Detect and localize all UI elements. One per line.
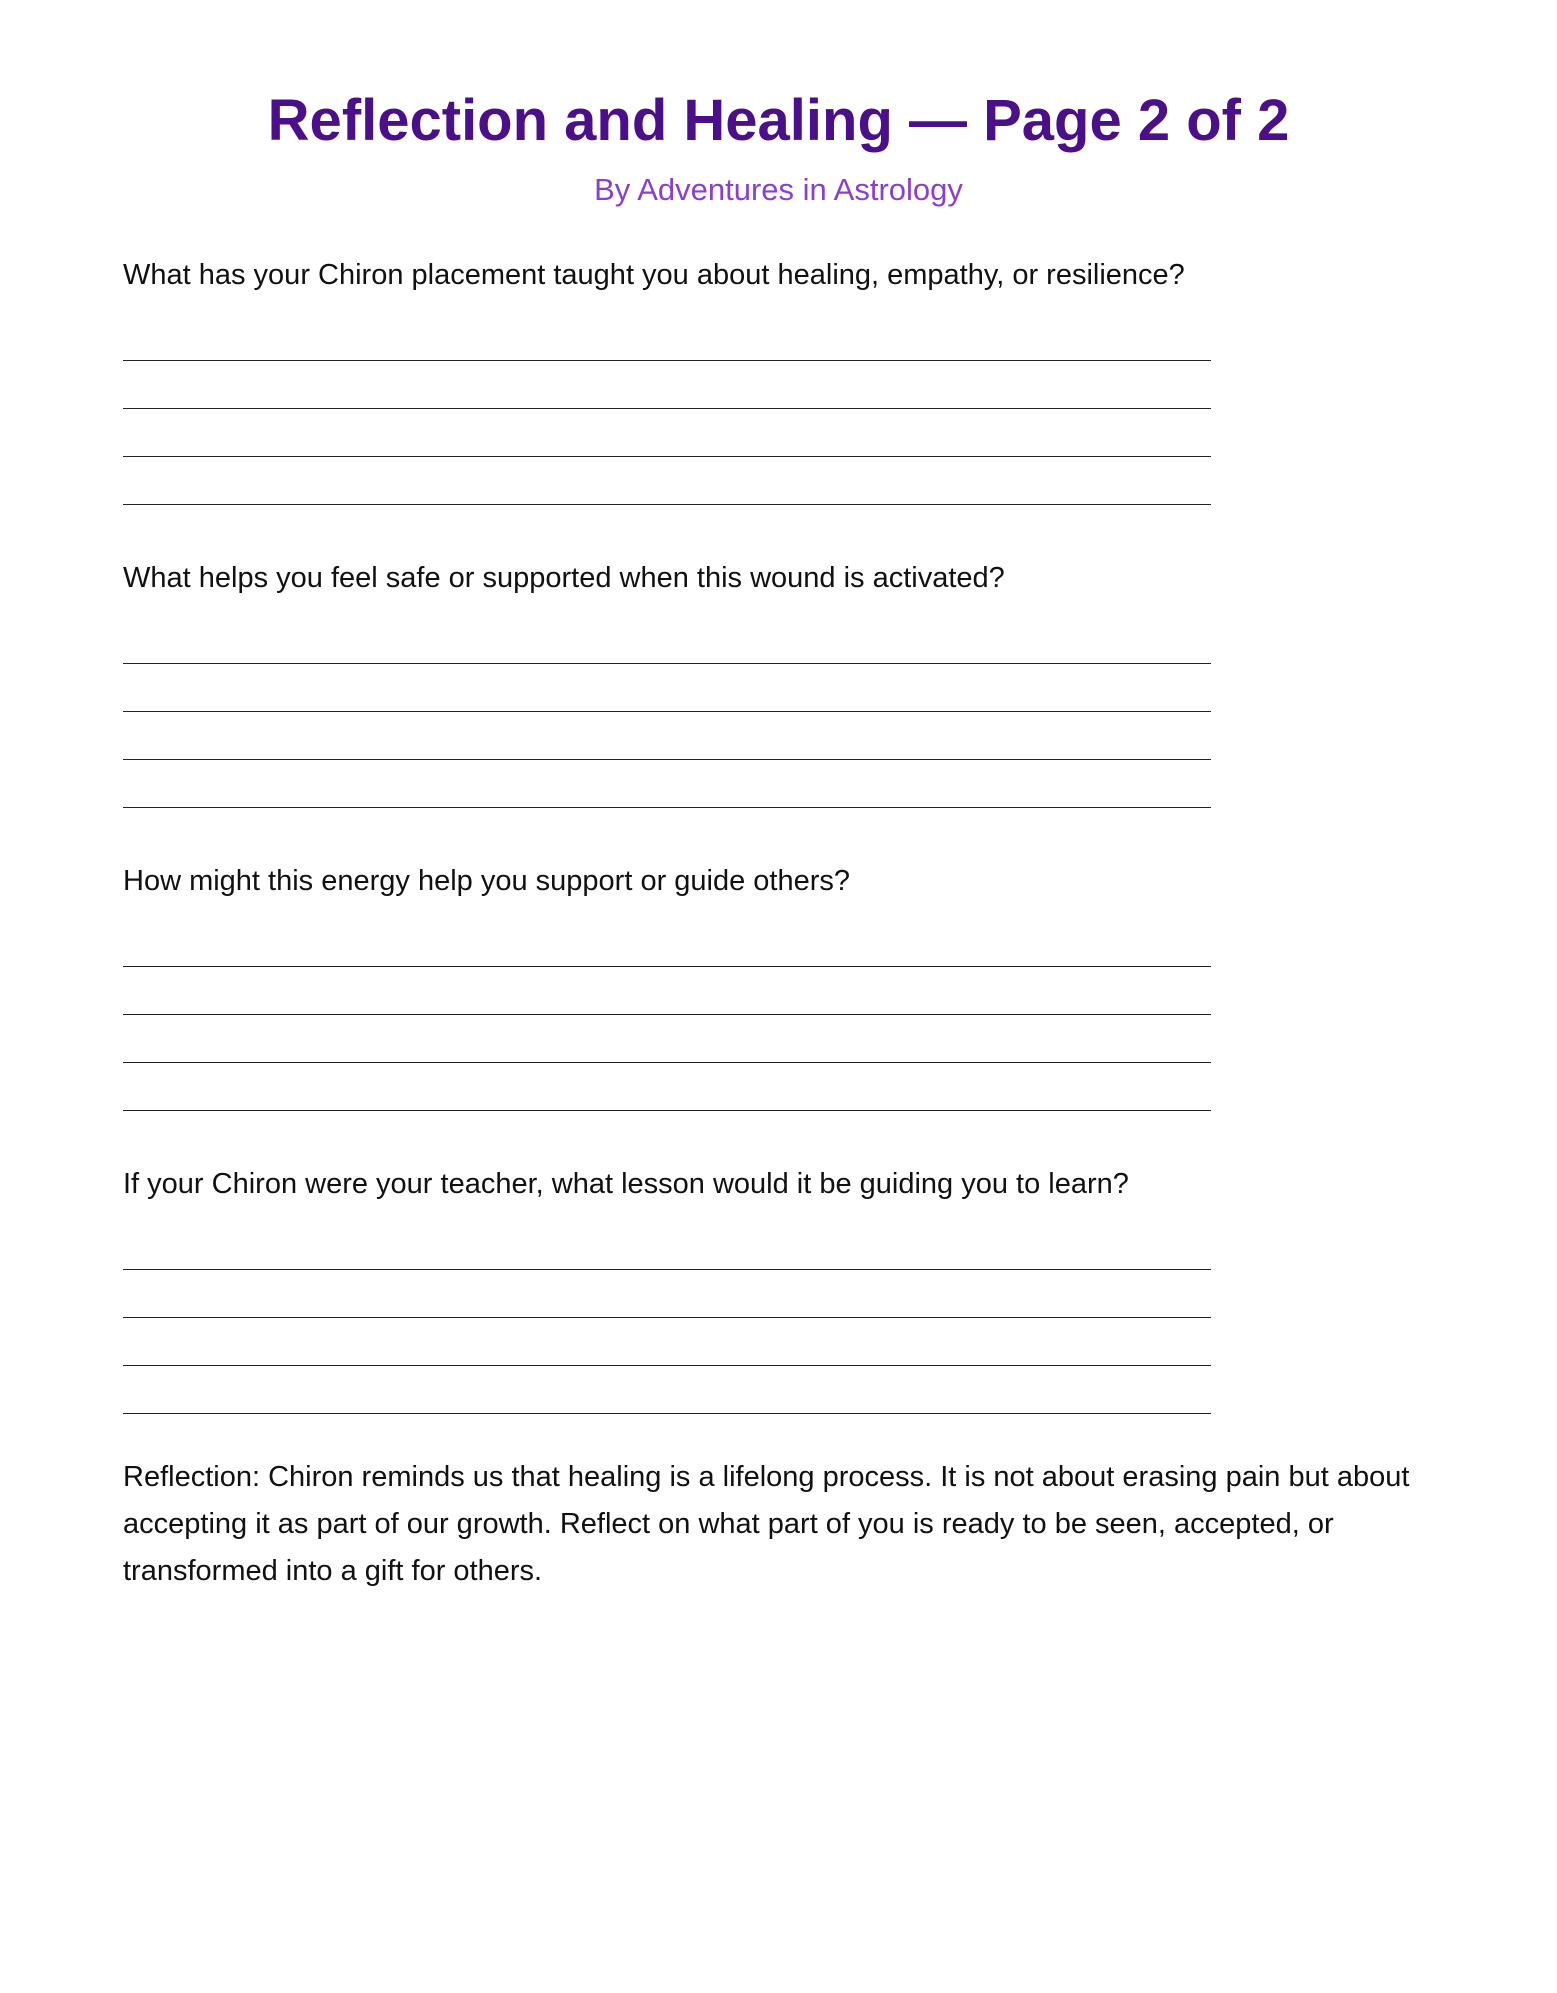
block-spacer: [123, 808, 1413, 856]
answer-line[interactable]: [123, 943, 1211, 967]
answer-line[interactable]: [123, 1270, 1211, 1318]
answer-line[interactable]: [123, 1246, 1211, 1270]
question-block-4: [123, 1159, 1413, 1414]
answer-line[interactable]: [123, 712, 1211, 760]
page-title: Reflection and Healing — Page 2 of 2: [267, 88, 1290, 153]
question-text: What has your Chiron placement taught you about healing, empathy, or resilience?: [123, 259, 1185, 291]
answer-line[interactable]: [123, 664, 1211, 712]
answer-line[interactable]: [123, 457, 1211, 505]
block-spacer: [123, 505, 1413, 553]
answer-line[interactable]: [123, 1318, 1211, 1366]
reflection-paragraph: Reflection: Chiron reminds us that healing is a lifelong process. It is not about erasing pain but about accepting it as part of our growth. Reflect on what part of you is ready to be seen, accepted, or transformed into a gift for others.: [123, 1461, 1410, 1587]
page-subtitle: By Adventures in Astrology: [594, 172, 963, 207]
question-block-1: [123, 250, 1413, 505]
question-text: What helps you feel safe or supported when this wound is activated?: [123, 562, 1005, 594]
answer-lines: [123, 337, 1211, 505]
answer-lines: [123, 1246, 1211, 1414]
answer-line[interactable]: [123, 1366, 1211, 1414]
answer-lines: [123, 943, 1211, 1111]
answer-line[interactable]: [123, 409, 1211, 457]
answer-line[interactable]: [123, 1063, 1211, 1111]
block-spacer: [123, 1111, 1413, 1159]
worksheet-content: [123, 250, 1413, 1595]
answer-lines: [123, 640, 1211, 808]
answer-line[interactable]: [123, 1015, 1211, 1063]
question-block-3: [123, 856, 1413, 1111]
answer-line[interactable]: [123, 967, 1211, 1015]
question-block-2: [123, 553, 1413, 808]
question-text: If your Chiron were your teacher, what lesson would it be guiding you to learn?: [123, 1168, 1129, 1200]
answer-line[interactable]: [123, 337, 1211, 361]
question-text: How might this energy help you support or guide others?: [123, 865, 851, 897]
answer-line[interactable]: [123, 361, 1211, 409]
answer-line[interactable]: [123, 760, 1211, 808]
answer-line[interactable]: [123, 640, 1211, 664]
